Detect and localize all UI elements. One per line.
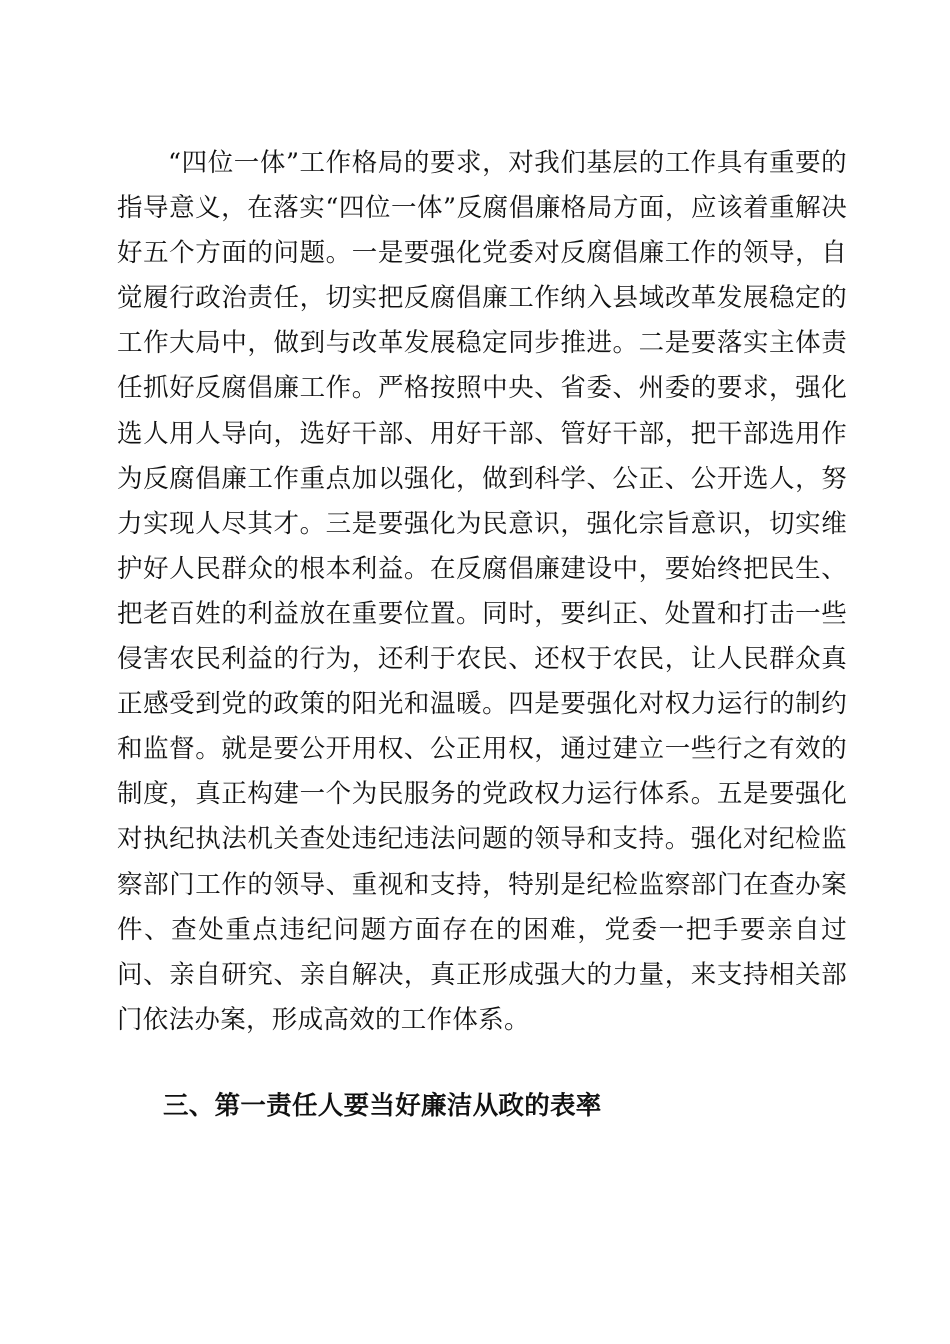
body-paragraph: “四位一体”工作格局的要求，对我们基层的工作具有重要的指导意义，在落实“四位一体”反腐倡廉格局方面，应该着重解决好五个方面的问题。一是要强化党委对反腐倡廉工作的领导，自觉履行政治责任，切实把反腐倡廉工作纳入县域改革发展稳定的工作大局中，做到与改革发展稳定同步推进。二是要落实主体责任抓好反腐倡廉工作。严格按照中央、省委、州委的要求，强化选人用人导向，选好干部、用好干部、管好干部，把干部选用作为反腐倡廉工作重点加以强化，做到科学、公正、公开选人，努力实现人尽其才。三是要强化为民意识，强化宗旨意识，切实维护好人民群众的根本利益。在反腐倡廉建设中，要始终把民生、把老百姓的利益放在重要位置。同时，要纠正、处置和打击一些侵害农民利益的行为，还利于农民、还权于农民，让人民群众真正感受到党的政策的阳光和温暖。四是要强化对权力运行的制约和监督。就是要公开用权、公正用权，通过建立一些行之有效的制度，真正构建一个为民服务的党政权力运行体系。五是要强化对执纪执法机关查处违纪违法问题的领导和支持。强化对纪检监察部门工作的领导、重视和支持，特别是纪检监察部门在查办案件、查处重点违纪问题方面存在的困难，党委一把手要亲自过问、亲自研究、亲自解决，真正形成强大的力量，来支持相关部门依法办案，形成高效的工作体系。 xyxy=(117,148,847,1035)
section-heading: 三、第一责任人要当好廉洁从政的表率 xyxy=(163,1091,602,1121)
body-text xyxy=(117,141,847,1043)
